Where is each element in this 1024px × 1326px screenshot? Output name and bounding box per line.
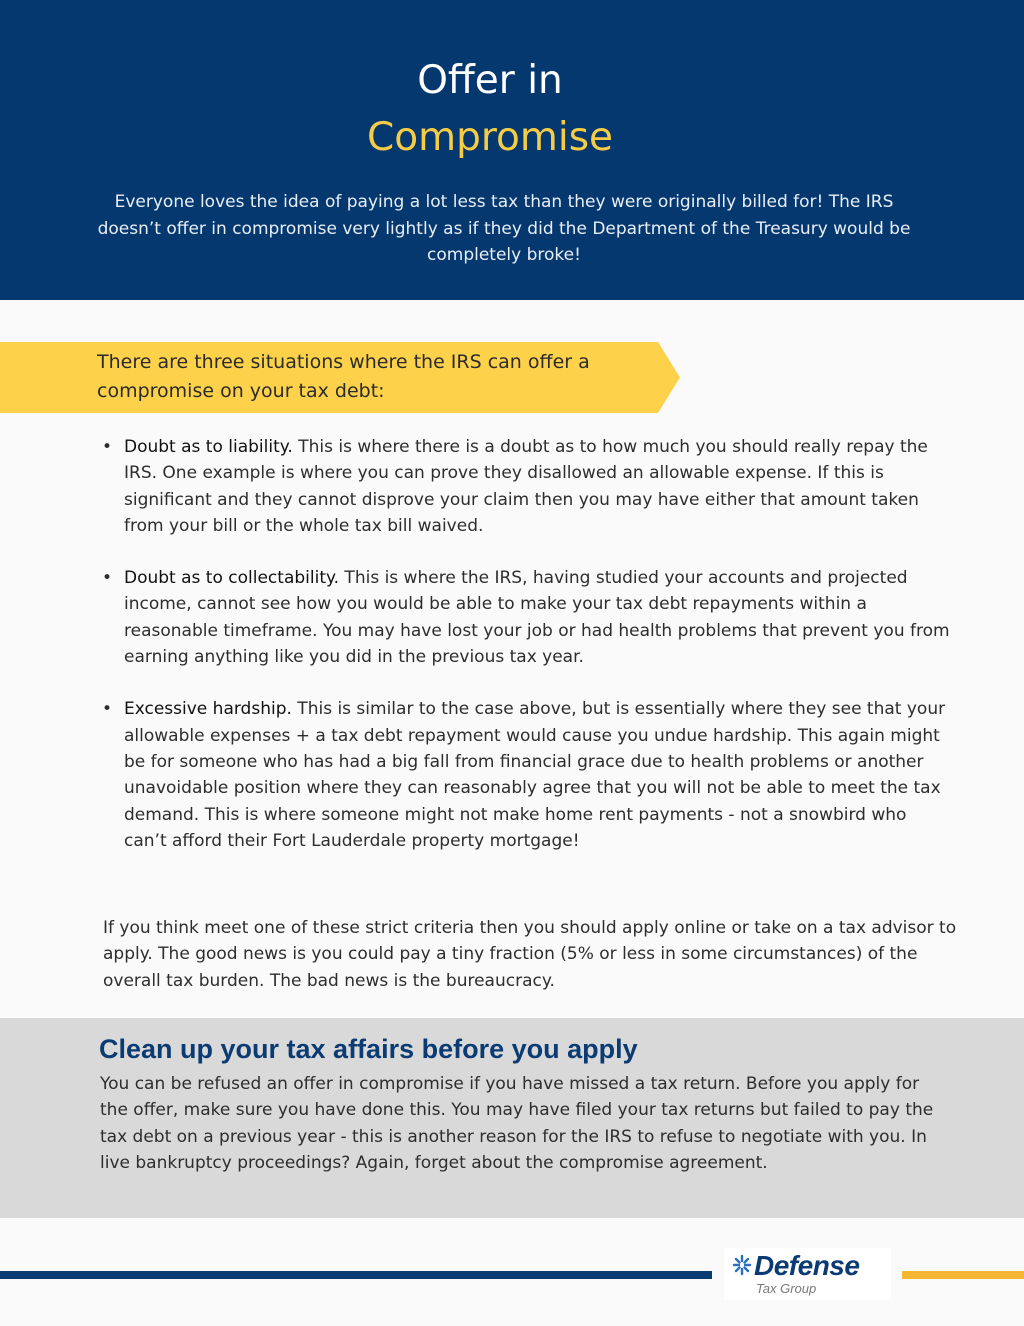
star-burst-icon	[732, 1254, 752, 1276]
bullet-icon: •	[102, 699, 113, 720]
list-item-lead: Doubt as to collectability.	[124, 568, 340, 589]
outro-paragraph: If you think meet one of these strict criteria then you should apply online or take on a tax advisor to apply. The good news is you could pay a tiny fraction (5% or less in some circumstances) of the overall tax burden. The bad news is the bureaucracy.	[103, 918, 957, 991]
bullet-icon: •	[102, 568, 113, 589]
page-title-line2: Compromise	[366, 115, 614, 160]
cleanup-body: You can be refused an offer in compromise if you have missed a tax return. Before you apply for the offer, make sure you have done this. You may have filed your tax returns but failed to pay the tax debt on a previous year - this is another reason for the IRS to refuse to negotiate with you. In live bankruptcy proceedings? Again, forget about the compromise agreement.	[100, 1074, 934, 1173]
footer-rule-yellow	[902, 1271, 1024, 1279]
list-item-body: This is similar to the case above, but is essentially where they see that your allowable expenses + a tax debt repayment would cause you undue hardship. This again might be for someone who has had a big fall from financial grace due to health problems or another unavoidable position where they can reasonably agree that you will not be able to meet the tax demand. This is where someone might not make home rent payments - not a snowbird who can’t afford their Fort Lauderdale property mortgage!	[124, 699, 946, 851]
company-logo	[724, 1248, 891, 1300]
list-item-body: This is where there is a doubt as to how much you should really repay the IRS. One example is where you can prove they disallowed an allowable expense. If this is significant and they cannot disprove your claim then you may have either that amount taken from your bill or the whole tax bill waived.	[124, 437, 928, 536]
page-title-line1: Offer in	[417, 58, 563, 103]
logo-name: Defense	[754, 1250, 860, 1281]
list-item-body: This is where the IRS, having studied your accounts and projected income, cannot see how you would be able to make your tax debt repayments within a reasonable timeframe. You may have lost your job or had health problems that prevent you from earning anything like you did in the previous tax year.	[124, 568, 950, 668]
list-item-lead: Doubt as to liability.	[124, 437, 293, 457]
intro-paragraph: Everyone loves the idea of paying a lot less tax than they were originally billed for! The IRS doesn’t offer in compromise very lightly as if they did the Department of the Treasury would be completely broke!	[97, 192, 911, 265]
footer-rule-blue	[0, 1271, 712, 1279]
list-item	[102, 434, 954, 539]
list-item-lead: Excessive hardship.	[124, 699, 292, 720]
situations-list	[102, 434, 954, 880]
list-item	[102, 696, 954, 854]
bullet-icon: •	[102, 437, 113, 457]
banner-text: There are three situations where the IRS can offer a compromise on your tax debt:	[97, 351, 590, 402]
list-item	[102, 565, 954, 670]
callout-banner	[0, 342, 680, 413]
cleanup-heading: Clean up your tax affairs before you apply	[99, 1034, 638, 1064]
logo-subtitle: Tax Group	[756, 1281, 817, 1296]
header-band	[0, 0, 1024, 300]
